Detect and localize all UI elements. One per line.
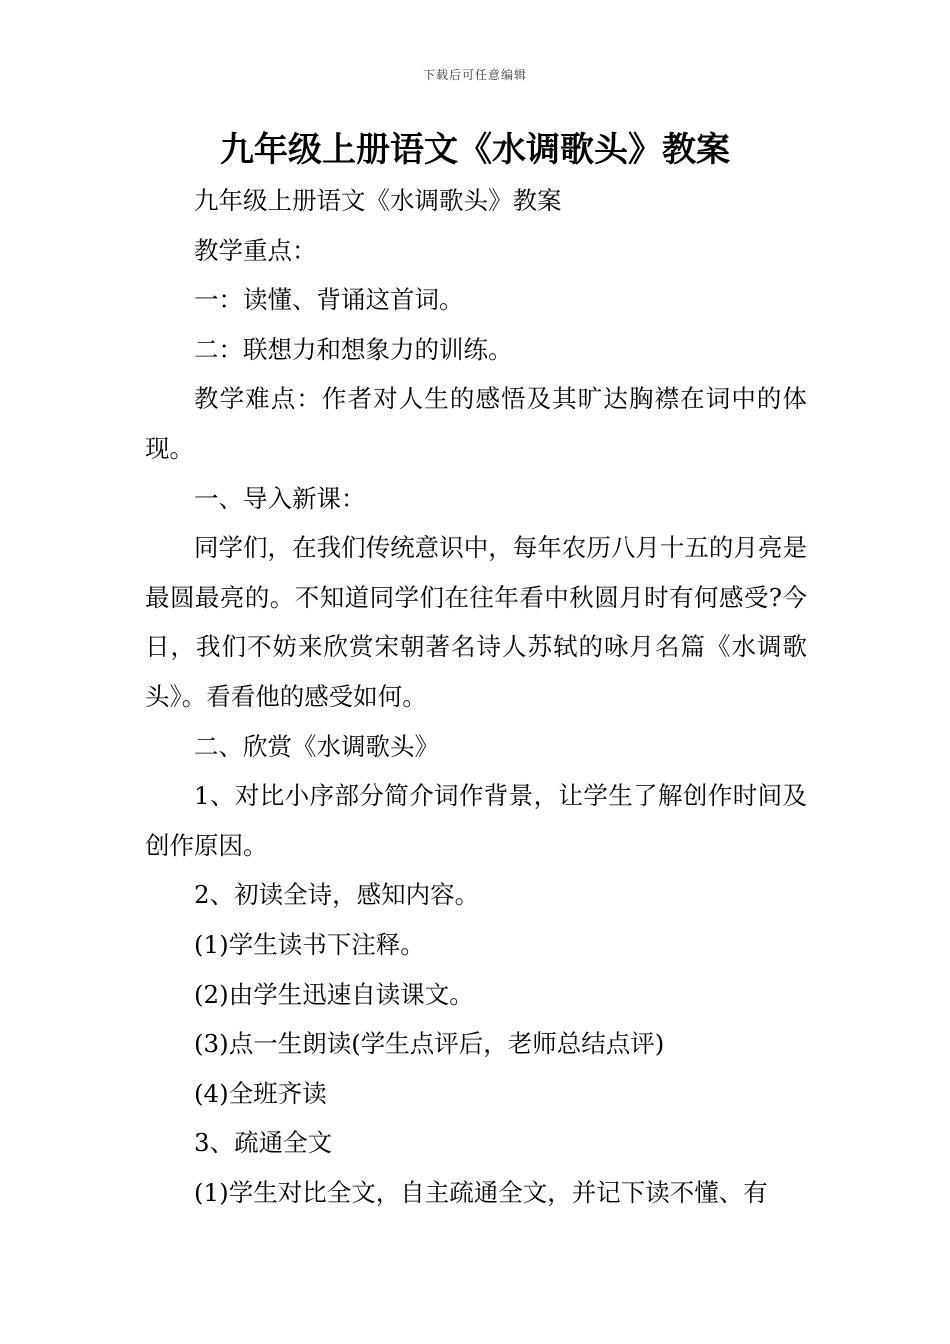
paragraph: 二：联想力和想象力的训练。 <box>194 334 513 364</box>
paragraph: 一、导入新课： <box>194 483 366 513</box>
paragraph: (1)学生读书下注释。 <box>194 929 425 959</box>
paragraph: 同学们，在我们传统意识中，每年农历八月十五的月亮是最圆最亮的。不知道同学们在往年看中秋圆月时有何感受?今日，我们不妨来欣赏宋朝著名诗人苏轼的咏月名篇《水调歌头》。看看他的感受如何。 <box>145 533 807 711</box>
paragraph: 教学重点： <box>194 235 317 265</box>
paragraph: (2)由学生迅速自读课文。 <box>194 979 474 1009</box>
paragraph: 3、疏通全文 <box>194 1128 333 1158</box>
paragraph: (4)全班齐读 <box>194 1078 327 1108</box>
paragraph: (1)学生对比全文，自主疏通全文，并记下读不懂、有 <box>194 1177 768 1207</box>
paragraph: 2、初读全诗，感知内容。 <box>194 880 480 910</box>
paragraph: (3)点一生朗读(学生点评后，老师总结点评) <box>194 1029 665 1059</box>
header-note: 下载后可任意编辑 <box>422 68 527 82</box>
paragraph: 教学难点：作者对人生的感悟及其旷达胸襟在词中的体现。 <box>145 384 807 463</box>
document-body <box>145 176 807 1217</box>
paragraph: 一：读懂、背诵这首词。 <box>194 285 464 315</box>
paragraph: 二、欣赏《水调歌头》 <box>194 731 439 761</box>
paragraph: 九年级上册语文《水调歌头》教案 <box>194 186 562 215</box>
document-title: 九年级上册语文《水调歌头》教案 <box>220 130 730 170</box>
paragraph: 1、对比小序部分简介词作背景，让学生了解创作时间及创作原因。 <box>145 781 807 860</box>
